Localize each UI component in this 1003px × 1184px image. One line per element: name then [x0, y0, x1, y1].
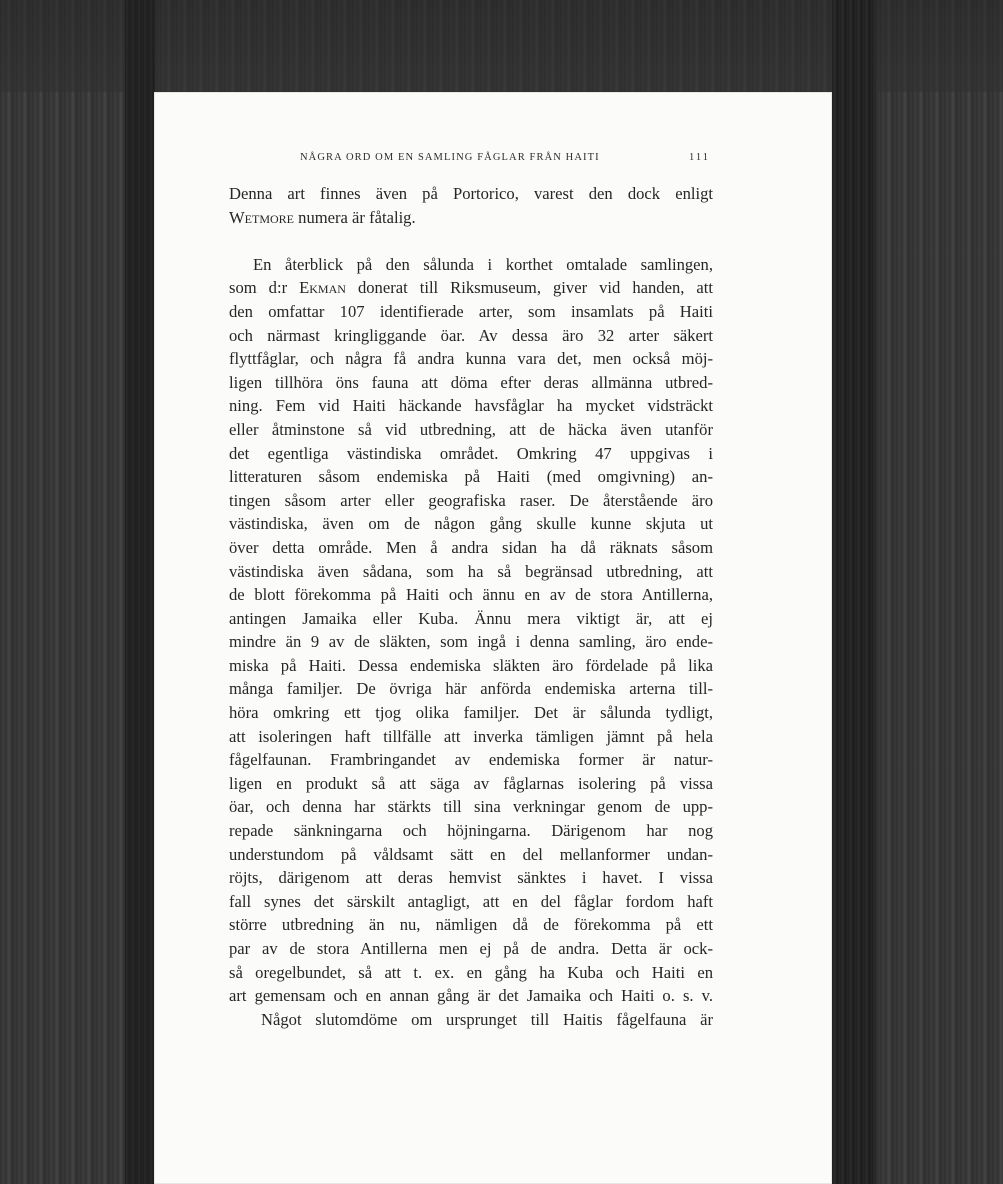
text-line: de blott förekomma på Haiti och ännu en av de stora Antillerna,: [229, 585, 713, 605]
scanner-left-band: [125, 0, 155, 1184]
text-line: Denna art finnes även på Portorico, varest den dock enligt: [229, 184, 713, 203]
text-line: öar, och denna har stärkts till sina verkningar genom de upp-: [229, 797, 713, 817]
author-name-wetmore: Wetmore: [229, 207, 294, 227]
paragraph-gap: [229, 229, 713, 253]
text-line: [229, 206, 713, 230]
text-line: det egentliga västindiska området. Omkring 47 uppgivas i: [229, 443, 713, 463]
text-fragment: som d:r: [229, 278, 300, 298]
text-line: flyttfåglar, och några få andra kunna vara det, men också möj-: [229, 349, 713, 369]
text-line: många familjer. De övriga här anförda endemiska arterna till-: [229, 679, 713, 699]
text-line: litteraturen såsom endemiska på Haiti (med omgivning) an-: [229, 467, 713, 487]
text-line: repade sänkningarna och höjningarna. Därigenom har nog: [229, 821, 713, 841]
text-fragment: numera är fåtalig.: [294, 207, 416, 227]
text-line: västindiska även sådana, som ha så begränsad utbredning, att: [229, 561, 713, 581]
person-name-ekman: Ekman: [299, 278, 346, 298]
running-head-title: NÅGRA ORD OM EN SAMLING FÅGLAR FRÅN HAITI: [300, 152, 600, 163]
book-page: [154, 92, 832, 1184]
text-line: [229, 276, 713, 300]
page-number: 111: [689, 152, 710, 163]
text-line: eller åtminstone så vid utbredning, att de häcka även utanför: [229, 419, 713, 439]
running-head: [154, 152, 832, 168]
text-line: par av de stora Antillerna men ej på de andra. Detta är ock-: [229, 939, 713, 958]
text-line: Något slutomdöme om ursprunget till Haitis fågelfauna är: [261, 1009, 713, 1029]
text-line: ligen en produkt så att säga av fåglarnas isolering på vissa: [229, 773, 713, 793]
text-line: antingen Jamaika eller Kuba. Ännu mera viktigt är, att ej: [229, 608, 713, 628]
text-line: höra omkring ett tjog olika familjer. Det är sålunda tydligt,: [229, 703, 713, 723]
text-line: så oregelbundet, så att t. ex. en gång ha Kuba och Haiti en: [229, 962, 713, 982]
text-line: den omfattar 107 identifierade arter, som insamlats på Haiti: [229, 301, 713, 321]
body-text: [229, 182, 713, 1031]
text-line: ligen tillhöra öns fauna att döma efter deras allmänna utbred-: [229, 372, 713, 392]
text-line: röjts, därigenom att deras hemvist sänktes i havet. I vissa: [229, 868, 713, 888]
scanner-right-band: [832, 0, 876, 1184]
text-line: västindiska, även om de någon gång skulle kunne skjuta ut: [229, 514, 713, 534]
text-line: fall synes det särskilt antagligt, att en del fåglar fordom haft: [229, 891, 713, 911]
text-line: tingen såsom arter eller geografiska raser. De återstående äro: [229, 490, 713, 510]
text-line: fågelfaunan. Frambringandet av endemiska former är natur-: [229, 750, 713, 770]
text-line: större utbredning än nu, nämligen då de förekomma på ett: [229, 915, 713, 935]
text-line: art gemensam och en annan gång är det Jamaika och Haiti o. s. v.: [229, 986, 713, 1006]
text-line: att isoleringen haft tillfälle att inverka tämligen jämnt på hela: [229, 726, 713, 746]
text-line: understundom på våldsamt sätt en del mellanformer undan-: [229, 844, 713, 864]
text-line: En återblick på den sålunda i korthet omtalade samlingen,: [253, 254, 713, 274]
text-line: miska på Haiti. Dessa endemiska släkten äro fördelade på lika: [229, 655, 713, 675]
text-line: över detta område. Men å andra sidan ha då räknats såsom: [229, 537, 713, 557]
text-fragment: donerat till Riksmuseum, giver vid handen, att: [345, 278, 713, 298]
text-line: mindre än 9 av de släkten, som ingå i denna samling, äro ende-: [229, 632, 713, 652]
text-line: och närmast kringliggande öar. Av dessa äro 32 arter säkert: [229, 325, 713, 345]
text-line: ning. Fem vid Haiti häckande havsfåglar ha mycket vidsträckt: [229, 396, 713, 416]
